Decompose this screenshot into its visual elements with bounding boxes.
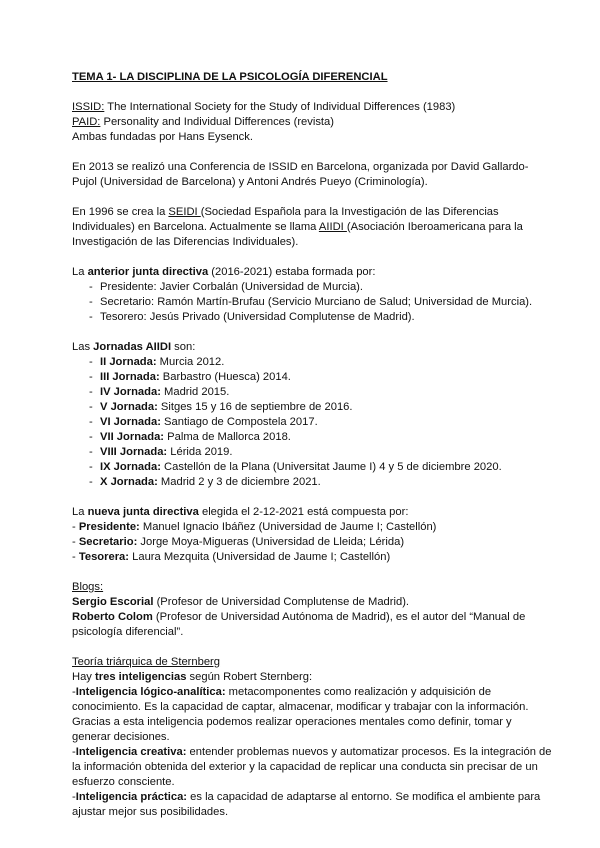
list-item bbox=[72, 430, 552, 445]
junta-anterior-list bbox=[72, 280, 552, 325]
jornada-label: II Jornada: bbox=[100, 356, 157, 368]
seidi-label: SEIDI bbox=[168, 206, 201, 218]
issid-line bbox=[72, 100, 552, 115]
jornada-label: IX Jornada: bbox=[100, 461, 161, 473]
jornada-text: Palma de Mallorca 2018. bbox=[164, 431, 291, 443]
jornada-text: Madrid 2015. bbox=[160, 386, 230, 398]
issid-text: The International Society for the Study of Individual Differences (1983) bbox=[104, 101, 456, 113]
junta-anterior-pre: La bbox=[72, 266, 88, 278]
document-page bbox=[72, 70, 552, 820]
junta-anterior-heading bbox=[72, 265, 552, 280]
role-text: Manuel Ignacio Ibáñez (Universidad de Jaume I; Castellón) bbox=[139, 521, 437, 533]
blog-author: Roberto Colom bbox=[72, 611, 153, 623]
intelligence-text: entender problemas nuevos y automatizar procesos. Es la integración de la información obtenida del exterior y la capacidad de replicar una conducta sin precisar de un esfuerzo consciente. bbox=[72, 746, 552, 788]
list-item bbox=[72, 400, 552, 415]
blog-text: (Profesor de Universidad Complutense de Madrid). bbox=[153, 596, 410, 608]
role-text: Jorge Moya-Migueras (Universidad de Lleida; Lérida) bbox=[137, 536, 405, 548]
sternberg-item: -Inteligencia creativa: entender problemas nuevos y automatizar procesos. Es la integración de la información obtenida del exterior y la capacidad de replicar una conducta sin precisar de un esfuerzo consciente. bbox=[72, 746, 552, 788]
sternberg-intro bbox=[72, 670, 552, 685]
sternberg-intro-pre: Hay bbox=[72, 671, 96, 683]
list-item: - Secretario: Ramón Martín-Brufau (Servicio Murciano de Salud; Universidad de Murcia). bbox=[72, 295, 552, 310]
jornadas-post: son: bbox=[171, 341, 196, 353]
list-item bbox=[72, 460, 552, 475]
role-text: Laura Mezquita (Universidad de Jaume I; Castellón) bbox=[129, 551, 391, 563]
sternberg-item: -Inteligencia práctica: es la capacidad de adaptarse al entorno. Se modifica el ambiente para ajustar mejor sus posibilidades. bbox=[72, 791, 541, 818]
jornada-label: VI Jornada: bbox=[100, 416, 161, 428]
jornada-text: Murcia 2012. bbox=[156, 356, 225, 368]
blog-author: Sergio Escorial bbox=[72, 596, 154, 608]
role-label: Tesorera: bbox=[78, 551, 130, 563]
role-label: Presidente: bbox=[78, 521, 140, 533]
jornada-text: Madrid 2 y 3 de diciembre 2021. bbox=[157, 476, 321, 488]
blog-escorial bbox=[72, 595, 552, 610]
list-item: - Secretario: Jorge Moya-Migueras (Universidad de Lleida; Lérida) bbox=[72, 536, 405, 548]
list-item bbox=[72, 355, 552, 370]
issid-label: ISSID: bbox=[72, 101, 105, 113]
seidi-post: (Asociación Iberoamericana para la Investigación de las Diferencias Individuales). bbox=[72, 221, 523, 248]
blogs-heading-text: Blogs: bbox=[72, 581, 104, 593]
jornada-text: Lérida 2019. bbox=[167, 446, 233, 458]
jornada-label: VIII Jornada: bbox=[100, 446, 168, 458]
jornada-label: V Jornada: bbox=[100, 401, 158, 413]
jornada-text: Castellón de la Plana (Universitat Jaume I) 4 y 5 de diciembre 2020. bbox=[160, 461, 502, 473]
blog-colom bbox=[72, 610, 552, 640]
founder-line: Ambas fundadas por Hans Eysenck. bbox=[72, 131, 253, 143]
list-item: - Tesorera: Laura Mezquita (Universidad de Jaume I; Castellón) bbox=[72, 551, 391, 563]
jornada-text: Sitges 15 y 16 de septiembre de 2016. bbox=[157, 401, 353, 413]
page-title: TEMA 1- LA DISCIPLINA DE LA PSICOLOGÍA DIFERENCIAL bbox=[72, 71, 388, 83]
junta-anterior-bold: anterior junta directiva bbox=[87, 266, 209, 278]
intelligence-label: Inteligencia creativa: bbox=[75, 746, 187, 758]
intelligence-text: metacomponentes como realización y adquisición de conocimiento. Es la capacidad de captar, almacenar, modificar y trabajar con la información. Gracias a esta inteligencia podemos realizar operaciones mentales como definir, tomar y generar decisiones. bbox=[72, 686, 529, 743]
sternberg-heading bbox=[72, 655, 552, 670]
sternberg-intro-post: según Robert Sternberg: bbox=[186, 671, 313, 683]
paid-label: PAID: bbox=[72, 116, 101, 128]
blogs-heading bbox=[72, 580, 552, 595]
list-item bbox=[72, 370, 552, 385]
seidi-mid: (Sociedad Española para la Investigación de las Diferencias Individuales) en Barcelona. Actualmente se llama bbox=[72, 206, 499, 233]
list-item bbox=[72, 445, 552, 460]
list-item: - Presidente: Javier Corbalán (Universidad de Murcia). bbox=[72, 280, 552, 295]
junta-anterior-post: (2016-2021) estaba formada por: bbox=[208, 266, 376, 278]
paid-line bbox=[72, 115, 552, 130]
junta-nueva-bold: nueva junta directiva bbox=[87, 506, 199, 518]
jornada-label: IV Jornada: bbox=[100, 386, 161, 398]
jornadas-pre: Las bbox=[72, 341, 94, 353]
intelligence-label: Inteligencia práctica: bbox=[75, 791, 188, 803]
list-item: - Presidente: Manuel Ignacio Ibáñez (Universidad de Jaume I; Castellón) bbox=[72, 521, 437, 533]
seidi-pre: En 1996 se crea la bbox=[72, 206, 169, 218]
junta-nueva-post: elegida el 2-12-2021 está compuesta por: bbox=[198, 506, 409, 518]
jornadas-list bbox=[72, 355, 552, 490]
list-item bbox=[72, 385, 552, 400]
intelligence-text: es la capacidad de adaptarse al entorno. Se modifica el ambiente para ajustar mejor sus posibilidades. bbox=[72, 791, 541, 818]
jornada-text: Barbastro (Huesca) 2014. bbox=[159, 371, 291, 383]
sternberg-item: -Inteligencia lógico-analítica: metacomponentes como realización y adquisición de conocimiento. Es la capacidad de captar, almacenar, modificar y trabajar con la información. Gracias a esta inteligencia podemos realizar operaciones mentales como definir, tomar y generar decisiones. bbox=[72, 686, 529, 743]
jornada-label: III Jornada: bbox=[100, 371, 160, 383]
blog-text: (Profesor de Universidad Autónoma de Madrid), es el autor del “Manual de psicología diferencial”. bbox=[72, 611, 526, 638]
seidi-paragraph bbox=[72, 205, 552, 250]
junta-nueva-heading bbox=[72, 505, 552, 520]
list-item bbox=[72, 415, 552, 430]
jornadas-heading bbox=[72, 340, 552, 355]
aiidi-label: AIIDI bbox=[318, 221, 347, 233]
junta-nueva-pre: La bbox=[72, 506, 88, 518]
jornada-text: Santiago de Compostela 2017. bbox=[160, 416, 318, 428]
paid-text: Personality and Individual Differences (revista) bbox=[100, 116, 334, 128]
intelligence-label: Inteligencia lógico-analítica: bbox=[75, 686, 226, 698]
conference-paragraph: En 2013 se realizó una Conferencia de ISSID en Barcelona, organizada por David Gallardo-Pujol (Universidad de Barcelona) y Antoni Andrés Pueyo (Criminología). bbox=[72, 161, 529, 188]
jornadas-bold: Jornadas AIIDI bbox=[93, 341, 172, 353]
role-label: Secretario: bbox=[78, 536, 138, 548]
jornada-label: X Jornada: bbox=[100, 476, 158, 488]
list-item bbox=[72, 475, 552, 490]
sternberg-heading-text: Teoría triárquica de Sternberg bbox=[72, 656, 221, 668]
list-item: - Tesorero: Jesús Privado (Universidad Complutense de Madrid). bbox=[72, 310, 552, 325]
jornada-label: VII Jornada: bbox=[100, 431, 165, 443]
sternberg-intro-bold: tres inteligencias bbox=[95, 671, 187, 683]
